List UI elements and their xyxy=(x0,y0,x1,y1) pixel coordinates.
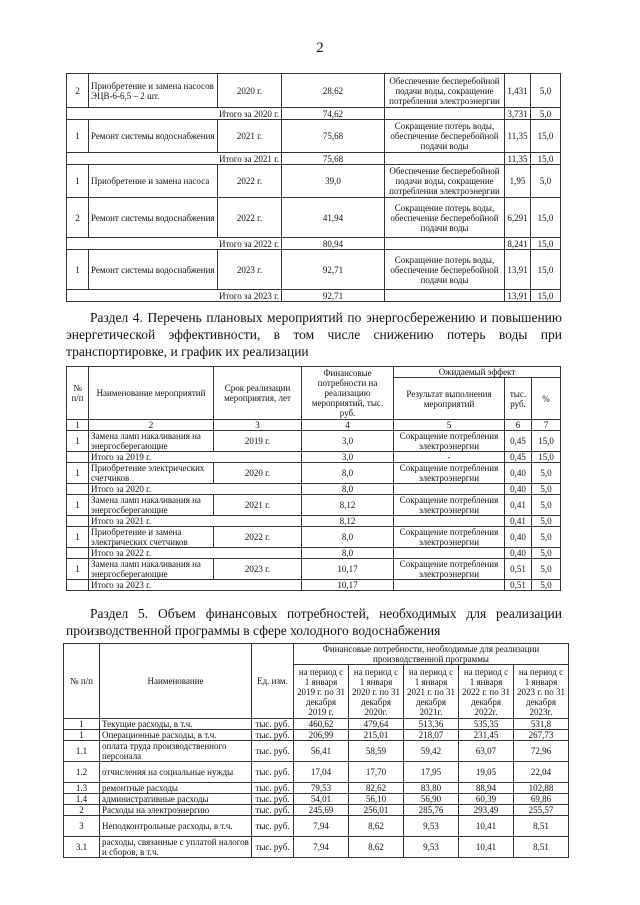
measure-name: Ремонт системы водоснабжения xyxy=(89,120,218,153)
effect-value: 0,45 xyxy=(505,452,532,463)
measure-name: Приобретение и замена насосов ЭЦВ-6-6,5 – 2 шт. xyxy=(89,74,218,108)
table-row xyxy=(64,719,569,730)
column-number: 3 xyxy=(214,420,302,431)
measure-sum: 39,0 xyxy=(282,165,385,198)
period-value: 7,94 xyxy=(294,837,349,858)
period-value: 231,45 xyxy=(459,730,514,741)
effect-value: 0,41 xyxy=(505,495,532,516)
period-value: 69,86 xyxy=(514,794,569,805)
total-label: Итого за 2022 г. xyxy=(89,548,302,559)
total-result xyxy=(394,580,505,591)
period-value: 460,62 xyxy=(294,719,349,730)
measure-result: Сокращение потребления электроэнергии xyxy=(394,431,505,452)
period-value: 479,64 xyxy=(349,719,404,730)
row-number: 3 xyxy=(64,816,100,837)
period-value: 22,04 xyxy=(514,762,569,783)
row-number: 3.1 xyxy=(64,837,100,858)
unit: тыс. руб. xyxy=(252,719,294,730)
t3-header-unit: Ед. изм. xyxy=(252,644,294,719)
expense-name: Неподконтрольные расходы, в т.ч. xyxy=(100,816,252,837)
measure-result: Сокращение потребления электроэнергии xyxy=(394,463,505,484)
table-row xyxy=(67,463,561,484)
t3-header-group: Финансовые потребности, необходимые для реализации производственной программы xyxy=(294,644,569,665)
row-number: 2 xyxy=(67,74,89,108)
effect-percent: 5,0 xyxy=(531,165,561,198)
total-row xyxy=(67,290,561,302)
expense-name: оплата труда производственного персонала xyxy=(100,741,252,762)
row-number: 2 xyxy=(64,805,100,816)
period-value: 60,39 xyxy=(459,794,514,805)
row-number: 1 xyxy=(67,527,89,548)
period-value: 17,70 xyxy=(349,762,404,783)
measure-year: 2023 г. xyxy=(218,250,282,290)
measure-name: Замена ламп накаливания на энергосберегающие xyxy=(89,431,214,452)
period-value: 267,73 xyxy=(514,730,569,741)
effect-value: 3,731 xyxy=(505,108,531,120)
measure-name: Приобретение и замена электрических счетчиков xyxy=(89,527,214,548)
row-number: 1.4 xyxy=(64,794,100,805)
total-sum: 3,0 xyxy=(302,452,394,463)
effect-percent: 5,0 xyxy=(532,495,561,516)
period-value: 285,76 xyxy=(404,805,459,816)
empty-cell xyxy=(385,238,505,250)
total-sum: 92,71 xyxy=(282,290,385,302)
period-value: 256,01 xyxy=(349,805,404,816)
effect-percent: 15,0 xyxy=(532,452,561,463)
table-row xyxy=(67,527,561,548)
measure-name: Приобретение и замена насоса xyxy=(89,165,218,198)
measure-year: 2021 г. xyxy=(214,495,302,516)
period-header: на период с 1 января 2021 г. по 31 декабря 2021г. xyxy=(404,665,459,719)
unit: тыс. руб. xyxy=(252,783,294,794)
total-row xyxy=(67,548,561,559)
table-row xyxy=(67,120,561,153)
measure-sum: 41,94 xyxy=(282,198,385,238)
row-number: 1.3 xyxy=(64,783,100,794)
table-financial-needs xyxy=(63,643,569,858)
measure-sum: 8,0 xyxy=(302,527,394,548)
effect-percent: 5,0 xyxy=(532,527,561,548)
t2-header-finance: Финансовые потребности на реализацию мероприятий, тыс. руб. xyxy=(302,367,394,420)
period-value: 535,35 xyxy=(459,719,514,730)
t2-header-term: Срок реализации мероприятия, лет xyxy=(214,367,302,420)
period-value: 59,42 xyxy=(404,741,459,762)
measure-name: Замена ламп накаливания на энергосберегающие xyxy=(89,559,214,580)
empty-cell xyxy=(67,484,89,495)
measure-name: Приобретение электрических счетчиков xyxy=(89,463,214,484)
table-row xyxy=(64,794,569,805)
expense-name: отчисления на социальные нужды xyxy=(100,762,252,783)
period-value: 19,05 xyxy=(459,762,514,783)
effect-percent: 15,0 xyxy=(531,120,561,153)
effect-value: 0,40 xyxy=(505,463,532,484)
period-value: 56,10 xyxy=(349,794,404,805)
column-number: 5 xyxy=(394,420,505,431)
measure-year: 2022 г. xyxy=(218,165,282,198)
column-number: 7 xyxy=(532,420,561,431)
section-4-title xyxy=(66,309,562,360)
measure-sum: 92,71 xyxy=(282,250,385,290)
measure-result: Сокращение потребления электроэнергии xyxy=(394,559,505,580)
measure-effect: Сокращение потерь воды, обеспечение бесперебойной подачи воды xyxy=(385,250,505,290)
t3-header-num: № п/п xyxy=(64,644,100,719)
row-number: 2 xyxy=(67,198,89,238)
effect-value: 0,40 xyxy=(505,548,532,559)
row-number: 1 xyxy=(64,730,100,741)
measure-year: 2021 г. xyxy=(218,120,282,153)
effect-value: 0,41 xyxy=(505,516,532,527)
period-value: 83,80 xyxy=(404,783,459,794)
effect-percent: 5,0 xyxy=(531,108,561,120)
measure-effect: Сокращение потерь воды, обеспечение бесперебойной подачи воды xyxy=(385,198,505,238)
row-number: 1 xyxy=(67,250,89,290)
total-result xyxy=(394,516,505,527)
total-label: Итого за 2020 г. xyxy=(89,484,302,495)
total-row xyxy=(67,452,561,463)
effect-value: 11,35 xyxy=(505,153,531,165)
measure-name: Ремонт системы водоснабжения xyxy=(89,198,218,238)
total-row xyxy=(67,516,561,527)
t2-header-pct: % xyxy=(532,378,561,420)
period-value: 8,51 xyxy=(514,816,569,837)
period-value: 215,01 xyxy=(349,730,404,741)
table-row xyxy=(67,559,561,580)
period-value: 245,69 xyxy=(294,805,349,816)
table-energy-saving-measures xyxy=(66,366,561,591)
total-sum: 8,0 xyxy=(302,548,394,559)
unit: тыс. руб. xyxy=(252,762,294,783)
expense-name: ремонтные расходы xyxy=(100,783,252,794)
effect-value: 6,291 xyxy=(505,198,531,238)
period-value: 9,53 xyxy=(404,837,459,858)
t2-header-name: Наименование мероприятий xyxy=(89,367,214,420)
effect-percent: 5,0 xyxy=(532,548,561,559)
effect-percent: 15,0 xyxy=(531,250,561,290)
period-header: на период с 1 января 2020 г. по 31 декабря 2020г. xyxy=(349,665,404,719)
expense-name: Текущие расходы, в т.ч. xyxy=(100,719,252,730)
period-value: 8,51 xyxy=(514,837,569,858)
total-row xyxy=(67,153,561,165)
effect-value: 11,35 xyxy=(505,120,531,153)
effect-value: 1,431 xyxy=(505,74,531,108)
t2-header-rub: тыс. руб. xyxy=(505,378,532,420)
total-result xyxy=(394,484,505,495)
section-5-title xyxy=(66,605,562,639)
row-number: 1.2 xyxy=(64,762,100,783)
total-sum: 8,0 xyxy=(302,484,394,495)
effect-value: 13,91 xyxy=(505,290,531,302)
measure-name: Ремонт системы водоснабжения xyxy=(89,250,218,290)
measure-sum: 8,12 xyxy=(302,495,394,516)
effect-percent: 5,0 xyxy=(531,74,561,108)
row-number: 1.1 xyxy=(64,741,100,762)
effect-percent: 15,0 xyxy=(532,431,561,452)
empty-cell xyxy=(385,153,505,165)
period-value: 7,94 xyxy=(294,816,349,837)
effect-percent: 5,0 xyxy=(532,463,561,484)
table-row xyxy=(64,762,569,783)
measure-effect: Обеспечение бесперебойной подачи воды, сокращение потребления электроэнергии xyxy=(385,74,505,108)
total-label: Итого за 2020 г. xyxy=(67,108,282,120)
empty-cell xyxy=(67,452,89,463)
unit: тыс. руб. xyxy=(252,816,294,837)
measure-sum: 3,0 xyxy=(302,431,394,452)
effect-value: 0,40 xyxy=(505,484,532,495)
total-label: Итого за 2022 г. xyxy=(67,238,282,250)
table-row xyxy=(64,741,569,762)
period-value: 56,41 xyxy=(294,741,349,762)
section-5-title-text: Раздел 5. Объем финансовых потребностей, необходимых для реализации производственной программы в сфере холодного водоснабжения xyxy=(66,606,562,638)
measure-year: 2023 г. xyxy=(214,559,302,580)
measure-sum: 75,68 xyxy=(282,120,385,153)
measure-result: Сокращение потребления электроэнергии xyxy=(394,495,505,516)
period-header: на период с 1 января 2023 г. по 31 декабря 2023г. xyxy=(514,665,569,719)
period-value: 218,07 xyxy=(404,730,459,741)
table-row xyxy=(67,250,561,290)
period-value: 8,62 xyxy=(349,837,404,858)
row-number: 1 xyxy=(67,559,89,580)
period-value: 513,36 xyxy=(404,719,459,730)
table-row xyxy=(64,837,569,858)
period-value: 54,01 xyxy=(294,794,349,805)
empty-cell xyxy=(385,108,505,120)
expense-name: административные расходы xyxy=(100,794,252,805)
unit: тыс. руб. xyxy=(252,741,294,762)
t3-header-name: Наименование xyxy=(100,644,252,719)
measure-sum: 10,17 xyxy=(302,559,394,580)
empty-cell xyxy=(385,290,505,302)
row-number: 1 xyxy=(67,431,89,452)
total-label: Итого за 2023 г. xyxy=(89,580,302,591)
effect-percent: 5,0 xyxy=(532,580,561,591)
measure-sum: 28,62 xyxy=(282,74,385,108)
t2-header-effect: Ожидаемый эффект xyxy=(394,367,561,378)
expense-name: расходы, связанные с уплатой налогов и сборов, в т.ч. xyxy=(100,837,252,858)
period-value: 8,62 xyxy=(349,816,404,837)
t2-header-result: Результат выполнения мероприятий xyxy=(394,378,505,420)
measure-effect: Сокращение потерь воды, обеспечение бесперебойной подачи воды xyxy=(385,120,505,153)
total-sum: 10,17 xyxy=(302,580,394,591)
expense-name: Операционные расходы, в т.ч. xyxy=(100,730,252,741)
row-number: 1 xyxy=(67,495,89,516)
total-sum: 75,68 xyxy=(282,153,385,165)
period-value: 82,62 xyxy=(349,783,404,794)
effect-percent: 5,0 xyxy=(532,559,561,580)
total-label: Итого за 2023 г. xyxy=(67,290,282,302)
effect-value: 1,95 xyxy=(505,165,531,198)
measure-year: 2020 г. xyxy=(218,74,282,108)
period-value: 63,07 xyxy=(459,741,514,762)
total-row xyxy=(67,580,561,591)
row-number: 1 xyxy=(67,463,89,484)
period-value: 9,53 xyxy=(404,816,459,837)
measure-year: 2022 г. xyxy=(214,527,302,548)
period-value: 531,8 xyxy=(514,719,569,730)
row-number: 1 xyxy=(67,120,89,153)
measure-year: 2020 г. xyxy=(214,463,302,484)
measure-effect: Обеспечение бесперебойной подачи воды, сокращение потребления электроэнергии xyxy=(385,165,505,198)
period-value: 88,94 xyxy=(459,783,514,794)
measure-result: Сокращение потребления электроэнергии xyxy=(394,527,505,548)
period-value: 10,41 xyxy=(459,837,514,858)
effect-value: 0,40 xyxy=(505,527,532,548)
table-row xyxy=(67,495,561,516)
effect-value: 8,241 xyxy=(505,238,531,250)
effect-value: 13,91 xyxy=(505,250,531,290)
effect-value: 0,51 xyxy=(505,559,532,580)
table-row xyxy=(67,431,561,452)
column-number: 4 xyxy=(302,420,394,431)
period-value: 17,95 xyxy=(404,762,459,783)
total-sum: 80,94 xyxy=(282,238,385,250)
effect-percent: 5,0 xyxy=(532,484,561,495)
total-row xyxy=(67,108,561,120)
period-value: 58,59 xyxy=(349,741,404,762)
page-number: 2 xyxy=(316,40,324,56)
total-label: Итого за 2019 г. xyxy=(89,452,302,463)
total-row xyxy=(67,484,561,495)
measure-sum: 8,0 xyxy=(302,463,394,484)
period-value: 255,57 xyxy=(514,805,569,816)
column-number: 1 xyxy=(67,420,89,431)
t2-header-num: № п/п xyxy=(67,367,89,420)
effect-percent: 15,0 xyxy=(531,198,561,238)
unit: тыс. руб. xyxy=(252,794,294,805)
period-value: 72,96 xyxy=(514,741,569,762)
measure-name: Замена ламп накаливания на энергосберегающие xyxy=(89,495,214,516)
table-row xyxy=(67,198,561,238)
empty-cell xyxy=(67,580,89,591)
period-value: 56,90 xyxy=(404,794,459,805)
table-row xyxy=(64,783,569,794)
unit: тыс. руб. xyxy=(252,730,294,741)
expense-name: Расходы на электроэнергию xyxy=(100,805,252,816)
total-row xyxy=(67,238,561,250)
effect-percent: 15,0 xyxy=(531,153,561,165)
column-number: 6 xyxy=(505,420,532,431)
empty-cell xyxy=(67,548,89,559)
row-number: 1 xyxy=(64,719,100,730)
column-number: 2 xyxy=(89,420,214,431)
empty-cell xyxy=(67,516,89,527)
row-number: 1 xyxy=(67,165,89,198)
section-4-title-text: Раздел 4. Перечень плановых мероприятий по энергосбережению и повышению энергетической эффективности, в том числе снижению потерь воды при транспортировке, и график их реализации xyxy=(66,310,562,359)
period-value: 10,41 xyxy=(459,816,514,837)
table-row xyxy=(67,165,561,198)
period-header: на период с 1 января 2019 г. по 31 декабря 2019 г. xyxy=(294,665,349,719)
effect-percent: 15,0 xyxy=(531,290,561,302)
effect-percent: 5,0 xyxy=(532,516,561,527)
total-result xyxy=(394,548,505,559)
total-sum: 8,12 xyxy=(302,516,394,527)
total-label: Итого за 2021 г. xyxy=(89,516,302,527)
measure-year: 2019 г. xyxy=(214,431,302,452)
unit: тыс. руб. xyxy=(252,837,294,858)
measure-year: 2022 г. xyxy=(218,198,282,238)
period-value: 102,88 xyxy=(514,783,569,794)
unit: тыс. руб. xyxy=(252,805,294,816)
table-row xyxy=(64,816,569,837)
table-row xyxy=(64,730,569,741)
effect-value: 0,45 xyxy=(505,431,532,452)
period-value: 79,53 xyxy=(294,783,349,794)
period-value: 17,04 xyxy=(294,762,349,783)
period-header: на период с 1 января 2022 г. по 31 декабря 2022г. xyxy=(459,665,514,719)
period-value: 293,49 xyxy=(459,805,514,816)
total-label: Итого за 2021 г. xyxy=(67,153,282,165)
effect-percent: 15,0 xyxy=(531,238,561,250)
total-sum: 74,62 xyxy=(282,108,385,120)
table-section3-continuation xyxy=(66,73,561,302)
total-result: - xyxy=(394,452,505,463)
table-row xyxy=(67,74,561,108)
effect-value: 0,51 xyxy=(505,580,532,591)
period-value: 206,99 xyxy=(294,730,349,741)
table-row xyxy=(64,805,569,816)
